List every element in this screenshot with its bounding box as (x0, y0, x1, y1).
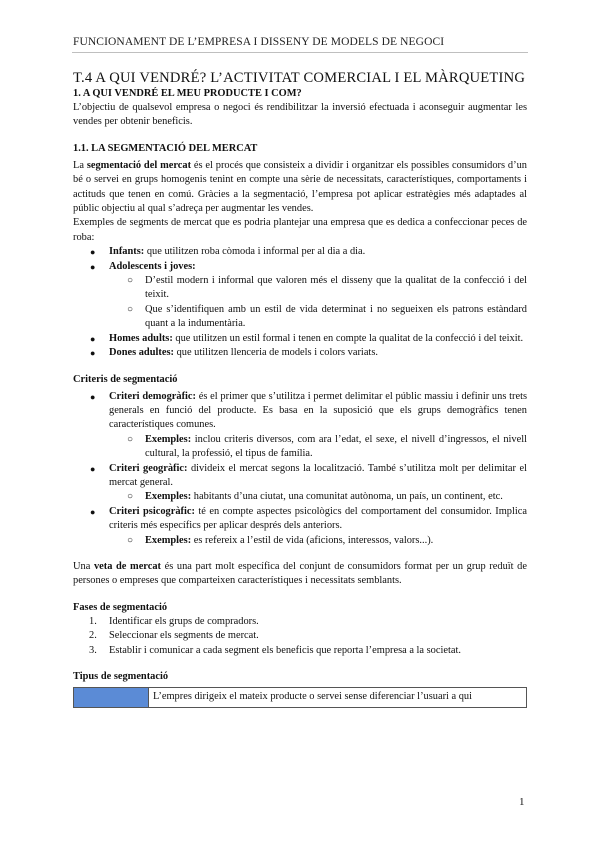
list-item (73, 629, 527, 643)
step-text: Establir i comunicar a cada segment els beneficis que reporta l’empresa a la societat. (109, 644, 461, 656)
criteria-heading: Criteris de segmentació (73, 373, 178, 385)
list-item (109, 534, 527, 548)
list-item (73, 644, 527, 658)
example-term: Exemples: (145, 534, 192, 546)
psychographic-examples (109, 534, 527, 548)
step-number: 2. (89, 630, 97, 642)
sub-item-text: Que s’identifiquen amb un estil de vida determinat i no segueixen els patrons estàndard quant a la indumentària. (145, 303, 527, 330)
list-item (73, 505, 527, 548)
table-color-cell (74, 688, 149, 708)
niche-text: és una part molt específica del conjunt de consumidors format per un grup reduït de persones o empreses que comparteixen característiques i necessitats semblants. (73, 560, 527, 587)
segment-text: que utilitzen roba còmoda i informal per al dia a dia. (146, 246, 366, 258)
bullet-icon: ● (90, 348, 96, 359)
list-item (73, 390, 527, 462)
definition-term: segmentació del mercat (86, 159, 192, 171)
bullet-icon: ● (90, 247, 96, 258)
list-item (73, 260, 527, 332)
table-row (74, 688, 527, 708)
segment-list (73, 245, 527, 360)
criterion-term: Criteri demogràfic: (109, 390, 196, 402)
step-text: Seleccionar els segments de mercat. (109, 630, 259, 642)
circle-bullet-icon: ○ (127, 433, 134, 445)
section-1-1-heading: 1.1. LA SEGMENTACIÓ DEL MERCAT (73, 142, 258, 154)
example-term: Exemples: (145, 433, 192, 445)
list-item (109, 303, 527, 332)
youth-sublist (109, 274, 527, 332)
market-niche-paragraph (73, 560, 527, 589)
list-item (109, 274, 527, 303)
bullet-icon: ● (90, 333, 96, 344)
criterion-text: divideix el mercat segons la localització. També s’utilitza molt per delimitar el mercat general. (109, 462, 527, 488)
list-item (73, 346, 527, 360)
segment-term: Infants: (109, 246, 145, 258)
list-item (73, 462, 527, 505)
segment-text: que utilitzen llenceria de models i colors variats. (176, 347, 378, 359)
phases-list (73, 615, 527, 658)
segmentation-types-table (73, 687, 527, 708)
page-content (73, 70, 527, 708)
criterion-text: té en compte aspectes psicològics del comportament del consumidor. Implica criteris més específics per aplicar després dels anteriors. (109, 505, 527, 532)
list-item (109, 490, 527, 504)
segment-term: Adolescents i joves: (109, 260, 196, 272)
header-rule (72, 52, 528, 53)
segment-term: Homes adults: (109, 332, 173, 344)
criteria-list (73, 390, 527, 548)
circle-bullet-icon: ○ (127, 275, 134, 287)
segmentation-definition (73, 159, 527, 217)
bullet-icon: ● (90, 261, 96, 272)
bullet-icon: ● (90, 391, 96, 402)
example-text: inclou criteris diversos, com ara l’edat, el sexe, el nivell d’ingressos, el nivell cultural, la professió, el tipus de família. (145, 433, 528, 460)
sub-item-text: D’estil modern i informal que valoren més el disseny que la qualitat de la confecció i del teixit. (145, 275, 527, 301)
example-term: Exemples: (145, 491, 192, 503)
list-item (73, 245, 527, 259)
segment-text: que utilitzen un estil formal i tenen en compte la qualitat de la confecció i del teixit. (175, 332, 524, 344)
bullet-icon: ● (90, 463, 96, 474)
circle-bullet-icon: ○ (127, 491, 134, 503)
table-cell: L’empres dirigeix el mateix producte o servei sense diferenciar l’usuari a qui (149, 688, 527, 708)
page-title: T.4 A QUI VENDRÉ? L’ACTIVITAT COMERCIAL I EL MÀRQUETING (73, 70, 526, 86)
geographic-examples (109, 490, 527, 504)
circle-bullet-icon: ○ (127, 303, 134, 315)
list-item (109, 433, 527, 462)
example-text: habitants d’una ciutat, una comunitat autònoma, un país, un continent, etc. (193, 491, 503, 503)
step-text: Identificar els grups de compradors. (109, 615, 259, 627)
running-header: FUNCIONAMENT DE L’EMPRESA I DISSENY DE MODELS DE NEGOCI (73, 36, 445, 48)
criterion-term: Criteri psicogràfic: (109, 505, 195, 517)
criterion-text: és el primer que s’utilitza i permet delimitar el públic massiu i definir uns trets generals en funció del producte. Es basa en la suposició que els grups demogràfics tenen característiques comunes. (109, 390, 528, 431)
section-1-heading: 1. A QUI VENDRÉ EL MEU PRODUCTE I COM? (73, 88, 302, 99)
list-item (73, 332, 527, 346)
section-1-intro: L’objectiu de qualsevol empresa o negoci és rendibilitzar la inversió efectuada i aconseguir augmentar les vendes per obtenir beneficis. (73, 102, 527, 128)
demographic-examples (109, 433, 527, 462)
criterion-term: Criteri geogràfic: (109, 462, 188, 474)
niche-term: veta de mercat (93, 560, 161, 572)
niche-lead: Una (73, 560, 91, 572)
examples-intro: Exemples de segments de mercat que es podria plantejar una empresa que es dedica a confeccionar peces de roba: (73, 217, 527, 243)
definition-text: és el procés que consisteix a dividir i organitzar els possibles consumidors d’un bé o servei en grups homogenis tenint en compte una sèrie de necessitats, característiques, comportaments i actituds que tenen en comú. Gràcies a la segmentació, l’empresa pot aplicar estratègies més adaptades al públic objectiu al qual s’adreça per augmentar les vendes. (73, 159, 527, 215)
types-heading: Tipus de segmentació (73, 671, 169, 682)
step-number: 3. (89, 644, 97, 656)
bullet-icon: ● (90, 506, 96, 517)
example-text: es refereix a l’estil de vida (aficions, interessos, valors...). (193, 534, 434, 546)
page-number: 1 (519, 796, 525, 808)
step-number: 1. (89, 615, 97, 627)
segment-term: Dones adultes: (109, 347, 174, 359)
definition-lead: La (73, 159, 84, 171)
list-item (73, 615, 527, 629)
phases-heading: Fases de segmentació (73, 601, 168, 613)
circle-bullet-icon: ○ (127, 534, 134, 546)
